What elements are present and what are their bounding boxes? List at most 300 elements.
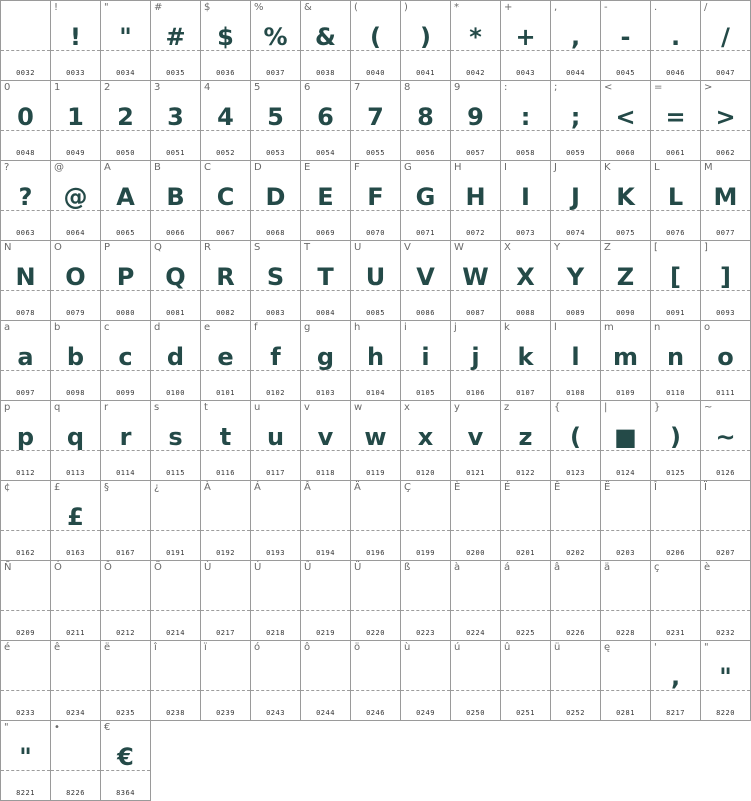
glyph-code: 0209 — [16, 629, 35, 637]
glyph-sample: h — [366, 343, 385, 371]
glyph-sample — [701, 497, 750, 537]
glyph-sample: ~ — [715, 423, 736, 451]
glyph-cell — [300, 480, 351, 561]
glyph-sample: 6 — [317, 103, 334, 131]
glyph-cell-label: M — [704, 162, 713, 173]
glyph-cell — [400, 240, 451, 321]
glyph-cell — [500, 480, 551, 561]
glyph-code: 0056 — [416, 149, 435, 157]
glyph-code: 0080 — [116, 309, 135, 317]
glyph-sample: E — [317, 183, 334, 211]
glyph-cell — [100, 720, 151, 801]
glyph-sample: L — [667, 183, 684, 211]
glyph-code: 0201 — [516, 549, 535, 557]
glyph-sample — [101, 577, 150, 617]
glyph-cell-label: ç — [654, 562, 660, 573]
glyph-sample: r — [119, 423, 132, 451]
glyph-cell-label: # — [154, 2, 163, 13]
glyph-cell-label: w — [354, 402, 363, 413]
glyph-cell — [450, 240, 501, 321]
glyph-cell — [50, 720, 101, 801]
glyph-cell — [700, 560, 751, 641]
glyph-cell — [550, 80, 601, 161]
glyph-cell-label: ô — [304, 642, 311, 653]
glyph-cell-label: î — [154, 642, 157, 653]
glyph-cell — [650, 560, 701, 641]
glyph-cell-label: 2 — [104, 82, 111, 93]
glyph-sample: R — [216, 263, 235, 291]
glyph-code: 0118 — [316, 469, 335, 477]
glyph-cell — [150, 560, 201, 641]
glyph-cell — [600, 640, 651, 721]
glyph-code: 0063 — [16, 229, 35, 237]
glyph-code: 0083 — [266, 309, 285, 317]
glyph-sample: i — [421, 343, 430, 371]
glyph-code: 0077 — [716, 229, 735, 237]
glyph-sample — [101, 497, 150, 537]
glyph-cell — [250, 560, 301, 641]
glyph-cell-label: u — [254, 402, 261, 413]
glyph-sample — [51, 737, 100, 777]
glyph-cell — [500, 240, 551, 321]
glyph-cell — [450, 0, 501, 81]
glyph-code: 0033 — [66, 69, 85, 77]
glyph-sample — [651, 497, 700, 537]
glyph-cell — [400, 80, 451, 161]
glyph-cell — [700, 640, 751, 721]
glyph-code: 0036 — [216, 69, 235, 77]
glyph-cell — [700, 240, 751, 321]
glyph-sample: e — [217, 343, 234, 371]
glyph-cell — [250, 640, 301, 721]
glyph-cell-label: 3 — [154, 82, 161, 93]
glyph-code: 0162 — [16, 549, 35, 557]
glyph-cell-label: ] — [704, 242, 708, 253]
glyph-code: 0281 — [616, 709, 635, 717]
glyph-cell-label: E — [304, 162, 311, 173]
glyph-sample — [151, 497, 200, 537]
glyph-cell — [400, 320, 451, 401]
glyph-sample: . — [670, 23, 681, 51]
glyph-code: 0111 — [716, 389, 735, 397]
glyph-cell-label: ; — [554, 82, 558, 93]
glyph-code: 0225 — [516, 629, 535, 637]
glyph-sample — [601, 577, 650, 617]
glyph-cell — [50, 400, 101, 481]
glyph-cell — [250, 240, 301, 321]
glyph-cell-label: [ — [654, 242, 658, 253]
glyph-sample: D — [265, 183, 286, 211]
glyph-cell — [50, 240, 101, 321]
glyph-cell-label: ¢ — [4, 482, 11, 493]
glyph-sample — [551, 657, 600, 697]
glyph-code: 0251 — [516, 709, 535, 717]
glyph-sample — [51, 577, 100, 617]
glyph-sample: v — [467, 423, 484, 451]
glyph-code: 0073 — [516, 229, 535, 237]
glyph-cell — [650, 0, 701, 81]
glyph-code: 0055 — [366, 149, 385, 157]
glyph-cell — [50, 560, 101, 641]
glyph-cell — [400, 640, 451, 721]
glyph-cell — [450, 560, 501, 641]
glyph-cell-label: z — [504, 402, 510, 413]
glyph-cell — [400, 400, 451, 481]
glyph-sample: F — [367, 183, 384, 211]
glyph-cell — [100, 560, 151, 641]
glyph-cell — [250, 160, 301, 241]
glyph-cell-label: @ — [54, 162, 64, 173]
glyph-cell-label: € — [104, 722, 111, 733]
glyph-cell-label: p — [4, 402, 11, 413]
glyph-code: 0044 — [566, 69, 585, 77]
glyph-cell-label: Ê — [554, 482, 561, 493]
glyph-cell-label: ¿ — [154, 482, 160, 493]
glyph-cell — [100, 400, 151, 481]
glyph-cell-label: 7 — [354, 82, 361, 93]
glyph-code: 0049 — [66, 149, 85, 157]
glyph-sample: 3 — [167, 103, 184, 131]
glyph-sample — [601, 497, 650, 537]
glyph-cell — [450, 640, 501, 721]
glyph-cell-label: ó — [254, 642, 261, 653]
glyph-cell — [400, 0, 451, 81]
glyph-cell — [0, 560, 51, 641]
glyph-cell-label: V — [404, 242, 411, 253]
glyph-cell — [450, 480, 501, 561]
glyph-code: 0196 — [366, 549, 385, 557]
glyph-cell — [600, 480, 651, 561]
glyph-sample: : — [520, 103, 531, 131]
glyph-cell-label: . — [654, 2, 658, 13]
glyph-code: 0207 — [716, 549, 735, 557]
glyph-code: 0086 — [416, 309, 435, 317]
glyph-code: 0101 — [216, 389, 235, 397]
glyph-cell-label: > — [704, 82, 713, 93]
glyph-cell — [50, 80, 101, 161]
glyph-cell-label: a — [4, 322, 11, 333]
glyph-cell — [250, 480, 301, 561]
glyph-cell — [550, 640, 601, 721]
glyph-sample: n — [666, 343, 685, 371]
glyph-code: 0116 — [216, 469, 235, 477]
glyph-cell — [50, 480, 101, 561]
glyph-code: 0199 — [416, 549, 435, 557]
glyph-cell — [650, 240, 701, 321]
glyph-sample: c — [118, 343, 133, 371]
glyph-sample: g — [316, 343, 335, 371]
glyph-cell — [600, 320, 651, 401]
glyph-cell-label: O — [54, 242, 62, 253]
glyph-sample: f — [270, 343, 281, 371]
glyph-cell — [0, 720, 51, 801]
glyph-sample: s — [168, 423, 183, 451]
glyph-code: 0219 — [316, 629, 335, 637]
glyph-cell-label: j — [454, 322, 457, 333]
glyph-cell — [450, 160, 501, 241]
glyph-sample: 1 — [67, 103, 84, 131]
glyph-cell-label: - — [604, 2, 608, 13]
glyph-code: 8221 — [16, 789, 35, 797]
glyph-cell — [300, 240, 351, 321]
glyph-cell-label: " — [704, 642, 709, 653]
glyph-cell-label: Z — [604, 242, 611, 253]
glyph-cell-label: n — [654, 322, 661, 333]
glyph-cell-label: Ï — [704, 482, 707, 493]
glyph-cell — [300, 0, 351, 81]
glyph-cell — [650, 480, 701, 561]
glyph-code: 0052 — [216, 149, 235, 157]
glyph-cell-label: l — [554, 322, 557, 333]
glyph-code: 8220 — [716, 709, 735, 717]
glyph-cell-label: § — [104, 482, 109, 493]
glyph-sample — [501, 577, 550, 617]
glyph-sample: ( — [370, 23, 381, 51]
glyph-sample: # — [165, 23, 186, 51]
glyph-cell — [550, 0, 601, 81]
glyph-cell-label: Î — [654, 482, 657, 493]
glyph-sample: z — [518, 423, 533, 451]
glyph-code: 0218 — [266, 629, 285, 637]
glyph-sample: £ — [67, 503, 84, 531]
glyph-cell-label: ä — [604, 562, 611, 573]
glyph-cell-label: â — [554, 562, 561, 573]
glyph-sample: ( — [570, 423, 581, 451]
glyph-cell-label: h — [354, 322, 361, 333]
glyph-sample — [551, 497, 600, 537]
glyph-cell-label: Â — [304, 482, 311, 493]
glyph-sample — [1, 17, 50, 57]
glyph-code: 0068 — [266, 229, 285, 237]
glyph-code: 0115 — [166, 469, 185, 477]
glyph-cell — [350, 0, 401, 81]
glyph-cell-label: ? — [4, 162, 10, 173]
glyph-cell-label: F — [354, 162, 360, 173]
glyph-sample — [451, 497, 500, 537]
glyph-cell-label: d — [154, 322, 161, 333]
glyph-cell-label: i — [404, 322, 407, 333]
glyph-sample: J — [571, 183, 580, 211]
glyph-sample: p — [16, 423, 35, 451]
glyph-sample — [451, 577, 500, 617]
glyph-cell — [200, 560, 251, 641]
glyph-code: 0088 — [516, 309, 535, 317]
glyph-sample: € — [117, 743, 134, 771]
glyph-sample — [1, 577, 50, 617]
glyph-cell — [350, 560, 401, 641]
glyph-sample: C — [216, 183, 235, 211]
glyph-code: 8226 — [66, 789, 85, 797]
glyph-cell — [650, 400, 701, 481]
glyph-sample: 5 — [267, 103, 284, 131]
glyph-code: 0113 — [66, 469, 85, 477]
glyph-cell — [600, 160, 651, 241]
glyph-code: 0235 — [116, 709, 135, 717]
glyph-code: 0081 — [166, 309, 185, 317]
glyph-cell-label: m — [604, 322, 614, 333]
glyph-sample: " — [119, 23, 132, 51]
glyph-code: 0231 — [666, 629, 685, 637]
glyph-code: 0047 — [716, 69, 735, 77]
glyph-cell — [600, 240, 651, 321]
glyph-cell-label: < — [604, 82, 613, 93]
glyph-cell-label: È — [454, 482, 461, 493]
glyph-code: 0252 — [566, 709, 585, 717]
glyph-cell-label: ö — [354, 642, 361, 653]
glyph-sample: 2 — [117, 103, 134, 131]
glyph-cell — [200, 320, 251, 401]
glyph-cell — [100, 0, 151, 81]
glyph-code: 0250 — [466, 709, 485, 717]
glyph-sample: l — [571, 343, 580, 371]
glyph-sample: ? — [18, 183, 33, 211]
glyph-cell-label: | — [604, 402, 608, 413]
glyph-code: 0193 — [266, 549, 285, 557]
glyph-sample: H — [465, 183, 486, 211]
glyph-code: 0071 — [416, 229, 435, 237]
glyph-sample: ! — [70, 23, 81, 51]
glyph-cell — [0, 80, 51, 161]
glyph-cell — [350, 160, 401, 241]
glyph-cell — [350, 640, 401, 721]
glyph-code: 0054 — [316, 149, 335, 157]
glyph-cell-label: & — [304, 2, 312, 13]
glyph-cell — [350, 480, 401, 561]
glyph-cell — [350, 240, 401, 321]
glyph-cell — [550, 560, 601, 641]
glyph-code: 0223 — [416, 629, 435, 637]
glyph-code: 0249 — [416, 709, 435, 717]
glyph-cell-label: Y — [554, 242, 561, 253]
glyph-cell-label: B — [154, 162, 161, 173]
glyph-cell — [0, 160, 51, 241]
glyph-code: 0042 — [466, 69, 485, 77]
glyph-code: 0064 — [66, 229, 85, 237]
glyph-code: 0072 — [466, 229, 485, 237]
glyph-code: 0228 — [616, 629, 635, 637]
glyph-cell — [0, 400, 51, 481]
glyph-cell-label: S — [254, 242, 261, 253]
glyph-cell — [300, 560, 351, 641]
glyph-cell — [700, 0, 751, 81]
glyph-cell-label: G — [404, 162, 412, 173]
glyph-cell — [700, 480, 751, 561]
glyph-cell-label: P — [104, 242, 111, 253]
glyph-cell-label: N — [4, 242, 12, 253]
glyph-sample — [601, 657, 650, 697]
glyph-cell-label: T — [304, 242, 311, 253]
glyph-code: 0192 — [216, 549, 235, 557]
glyph-code: 0119 — [366, 469, 385, 477]
glyph-cell-label: 5 — [254, 82, 261, 93]
glyph-code: 0112 — [16, 469, 35, 477]
glyph-code: 0117 — [266, 469, 285, 477]
glyph-cell-label: ê — [54, 642, 61, 653]
glyph-cell — [300, 320, 351, 401]
glyph-code: 0041 — [416, 69, 435, 77]
glyph-code: 0232 — [716, 629, 735, 637]
glyph-code: 0035 — [166, 69, 185, 77]
glyph-code: 0122 — [516, 469, 535, 477]
glyph-cell-label: à — [454, 562, 461, 573]
glyph-cell-label: = — [654, 82, 663, 93]
glyph-code: 0093 — [716, 309, 735, 317]
glyph-code: 0105 — [416, 389, 435, 397]
glyph-code: 0194 — [316, 549, 335, 557]
glyph-sample: & — [315, 23, 336, 51]
glyph-cell — [550, 320, 601, 401]
glyph-cell-label: c — [104, 322, 110, 333]
glyph-code: 0163 — [66, 549, 85, 557]
glyph-sample: b — [66, 343, 85, 371]
glyph-cell — [100, 80, 151, 161]
glyph-cell-label: b — [54, 322, 61, 333]
glyph-sample: Z — [616, 263, 635, 291]
glyph-cell-label: ' — [654, 642, 657, 653]
glyph-sample: M — [713, 183, 738, 211]
glyph-cell — [0, 240, 51, 321]
glyph-sample — [301, 577, 350, 617]
glyph-cell-label: 0 — [4, 82, 11, 93]
glyph-cell — [300, 80, 351, 161]
glyph-code: 0211 — [66, 629, 85, 637]
glyph-sample: T — [317, 263, 334, 291]
glyph-sample — [201, 497, 250, 537]
glyph-code: 0212 — [116, 629, 135, 637]
glyph-sample: P — [116, 263, 135, 291]
glyph-code: 0126 — [716, 469, 735, 477]
glyph-sample: x — [417, 423, 434, 451]
glyph-cell — [150, 0, 201, 81]
glyph-cell-label: C — [204, 162, 211, 173]
glyph-cell-label: ï — [204, 642, 207, 653]
glyph-sample — [201, 657, 250, 697]
glyph-sample — [351, 577, 400, 617]
glyph-code: 0120 — [416, 469, 435, 477]
glyph-sample — [301, 497, 350, 537]
glyph-code: 0206 — [666, 549, 685, 557]
glyph-sample: K — [616, 183, 635, 211]
glyph-cell — [500, 400, 551, 481]
glyph-cell-label: * — [454, 2, 459, 13]
glyph-cell-label: 8 — [404, 82, 411, 93]
glyph-sample — [351, 657, 400, 697]
glyph-cell-label: y — [454, 402, 460, 413]
glyph-code: 0057 — [466, 149, 485, 157]
glyph-code: 0059 — [566, 149, 585, 157]
glyph-code: 0108 — [566, 389, 585, 397]
glyph-cell — [50, 160, 101, 241]
glyph-sample — [551, 577, 600, 617]
glyph-sample: k — [517, 343, 534, 371]
glyph-code: 0114 — [116, 469, 135, 477]
glyph-code: 0217 — [216, 629, 235, 637]
glyph-sample: d — [166, 343, 185, 371]
glyph-code: 0091 — [666, 309, 685, 317]
glyph-sample: < — [615, 103, 636, 131]
glyph-cell-label: Û — [304, 562, 312, 573]
glyph-sample: " — [19, 743, 32, 771]
glyph-sample: $ — [217, 23, 234, 51]
glyph-cell — [150, 480, 201, 561]
glyph-cell-label: e — [204, 322, 211, 333]
glyph-sample: q — [66, 423, 85, 451]
glyph-code: 0121 — [466, 469, 485, 477]
glyph-code: 0053 — [266, 149, 285, 157]
glyph-code: 0238 — [166, 709, 185, 717]
glyph-cell — [150, 240, 201, 321]
glyph-cell-label: D — [254, 162, 262, 173]
